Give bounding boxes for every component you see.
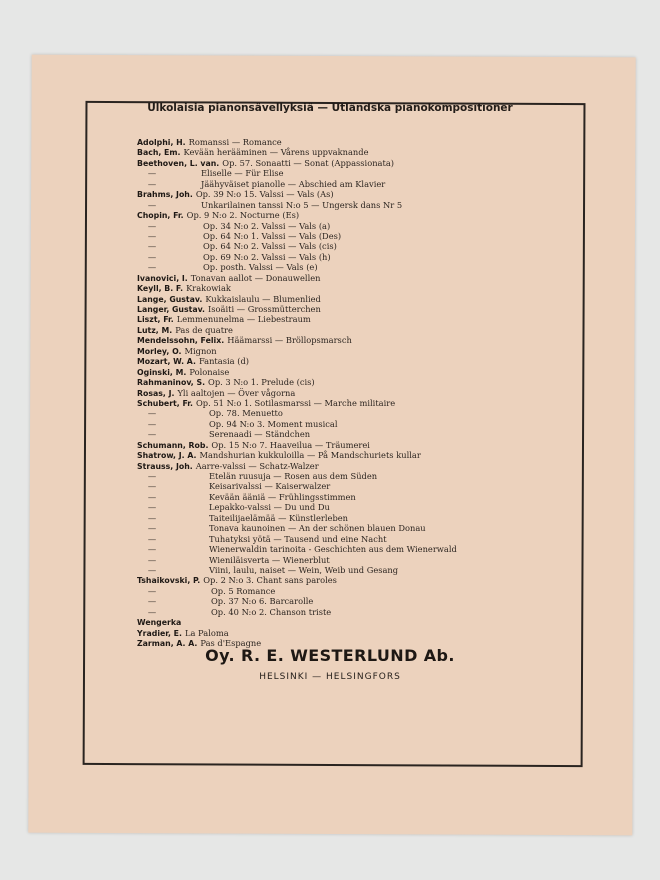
work-title: Kevään herääminen — Vårens uppvaknande: [183, 147, 369, 158]
list-item: [137, 231, 557, 241]
composer-name: Liszt, Fr.: [137, 315, 174, 325]
ditto-dash: —: [147, 230, 157, 241]
list-item: [137, 628, 557, 638]
composer-name: Langer, Gustav.: [137, 305, 206, 314]
ditto-dash: —: [147, 491, 157, 502]
list-item: [137, 356, 557, 366]
work-title: Lepakko-valssi — Du und Du: [209, 502, 330, 513]
work-title: Etelän ruusuja — Rosen aus dem Süden: [209, 471, 378, 481]
ditto-dash: —: [147, 585, 157, 596]
publisher-name: Oy. R. E. WESTERLUND Ab.: [205, 646, 455, 665]
ditto-dash: —: [147, 199, 157, 210]
list-item: [137, 419, 557, 429]
ditto-dash: —: [147, 168, 157, 179]
list-item: [137, 335, 557, 345]
list-item: [137, 388, 557, 398]
composer-name: Wengerka: [137, 618, 182, 628]
composer-name: Oginski, M.: [137, 367, 187, 377]
list-item: [137, 304, 557, 314]
list-item: [137, 461, 557, 471]
heading: Ulkolaisia pianonsävellyksiä — Utländska pianokompositioner: [147, 102, 513, 114]
list-item: [137, 252, 557, 262]
composer-name: Lutz, M.: [137, 325, 173, 335]
work-title: Serenaadi — Ständchen: [209, 429, 311, 440]
composer-name: Strauss, Joh.: [137, 461, 193, 471]
composer-name: Adolphi, H.: [137, 138, 186, 147]
ditto-dash: —: [147, 606, 157, 617]
composer-name: Tshaikovski, P.: [137, 576, 201, 586]
work-title: Op. 34 N:o 2. Valssi — Vals (a): [203, 220, 331, 231]
composer-name: Rosas, J.: [137, 388, 175, 398]
list-item: [137, 325, 557, 335]
work-title: Isoäiti — Grossmütterchen: [208, 304, 321, 314]
list-item: [137, 408, 557, 418]
composer-name: Chopin, Fr.: [137, 211, 184, 221]
composition-list: [137, 137, 557, 648]
list-item: [137, 429, 557, 439]
work-title: Polonaise: [189, 366, 230, 377]
composer-name: Keyll, B. F.: [137, 284, 184, 294]
list-item: [137, 471, 557, 481]
ditto-dash: —: [147, 220, 157, 231]
list-item: [137, 314, 557, 324]
composer-name: Zarman, A. A.: [137, 639, 198, 648]
list-item: [137, 492, 557, 502]
work-title: Mignon: [184, 345, 217, 356]
ditto-dash: —: [147, 418, 157, 429]
composer-name: Mozart, W. A.: [137, 357, 196, 367]
work-title: Op. 57. Sonaatti — Sonat (Appassionata): [222, 157, 395, 168]
work-title: Op. 3 N:o 1. Prelude (cis): [208, 377, 315, 388]
list-item: [137, 158, 557, 168]
list-item: [137, 513, 557, 523]
list-item: [137, 555, 557, 565]
work-title: Kevään ääniä — Frühlingsstimmen: [209, 491, 356, 502]
composer-name: Morley, O.: [137, 346, 182, 356]
work-title: Mandshurian kukkuloilla — På Mandschuriets kullar: [199, 450, 421, 461]
work-title: Aarre-valssi — Schatz-Walzer: [195, 460, 319, 471]
work-title: Tuhatyksi yötä — Tausend und eine Nacht: [209, 533, 387, 544]
list-item: [137, 200, 557, 210]
work-title: Pas d'Espagne: [200, 638, 262, 648]
list-item: [137, 137, 557, 147]
composer-name: Ivanovici, I.: [137, 273, 188, 283]
composer-name: Schubert, Fr.: [137, 398, 193, 408]
work-title: Taiteilijaelämää — Künstlerleben: [209, 512, 349, 523]
list-item: [137, 147, 557, 157]
ditto-dash: —: [147, 554, 157, 565]
publisher-city: HELSINKI — HELSINGFORS: [259, 672, 401, 682]
composer-name: Bach, Em.: [137, 148, 181, 158]
list-item: [137, 398, 557, 408]
composer-name: Beethoven, L. van.: [137, 158, 220, 168]
list-item: [137, 241, 557, 251]
work-title: Op. posth. Valssi — Vals (e): [203, 262, 318, 273]
work-title: Op. 78. Menuetto: [209, 408, 283, 419]
list-item: [137, 179, 557, 189]
work-title: Pas de quatre: [175, 324, 233, 335]
ditto-dash: —: [147, 523, 157, 534]
list-item: [137, 283, 557, 293]
list-item: [137, 346, 557, 356]
work-title: Romanssi — Romance: [188, 137, 282, 147]
work-title: Wienerwaldin tarinoita - Geschichten aus dem Wienerwald: [209, 544, 457, 555]
ditto-dash: —: [147, 544, 157, 555]
list-item: [137, 440, 557, 450]
work-title: Eliselle — Für Elise: [201, 168, 284, 179]
ditto-dash: —: [147, 262, 157, 273]
work-title: Op. 15 N:o 7. Haaveilua — Träumerei: [211, 439, 370, 450]
list-item: [137, 221, 557, 231]
ditto-dash: —: [147, 408, 157, 419]
work-title: Viini, laulu, naiset — Wein, Weib und Gesang: [209, 564, 399, 575]
list-item: [137, 575, 557, 585]
work-title: Op. 40 N:o 2. Chanson triste: [211, 606, 332, 617]
work-title: Krakowiak: [186, 283, 231, 294]
list-item: [137, 450, 557, 460]
work-title: Op. 39 N:o 15. Valssi — Vals (As): [195, 189, 334, 200]
work-title: Keisarivalssi — Kaiserwalzer: [209, 481, 331, 492]
work-title: Yli aaltojen — Över vågorna: [177, 387, 296, 398]
list-item: [137, 377, 557, 387]
list-item: [137, 607, 557, 617]
ditto-dash: —: [147, 564, 157, 575]
work-title: Wieniläisverta — Wienerblut: [209, 554, 330, 565]
ditto-dash: —: [147, 471, 157, 481]
composer-name: Mendelssohn, Felix.: [137, 336, 225, 346]
ditto-dash: —: [147, 512, 157, 523]
ditto-dash: —: [147, 533, 157, 544]
work-title: Op. 69 N:o 2. Valssi — Vals (h): [203, 251, 331, 262]
work-title: Lemmenunelma — Liebestraum: [176, 314, 311, 325]
list-item: [137, 596, 557, 606]
list-item: [137, 210, 557, 220]
work-title: Tonavan aallot — Donauwellen: [190, 272, 321, 283]
list-item: [137, 502, 557, 512]
composer-name: Yradier, E.: [137, 628, 182, 638]
work-title: Op. 64 N:o 1. Valssi — Vals (Des): [203, 230, 342, 241]
work-title: Op. 94 N:o 3. Moment musical: [209, 418, 338, 429]
list-item: [137, 544, 557, 554]
list-item: [137, 367, 557, 377]
composer-name: Shatrow, J. A.: [137, 451, 197, 461]
list-item: [137, 273, 557, 283]
list-item: [137, 294, 557, 304]
work-title: Unkarilainen tanssi N:o 5 — Ungersk dans Nr 5: [201, 199, 403, 210]
work-title: Fantasia (d): [198, 356, 249, 367]
work-title: Op. 51 N:o 1. Sotilasmarssi — Marche militaire: [195, 397, 396, 408]
composer-name: Rahmaninov, S.: [137, 378, 206, 388]
ditto-dash: —: [147, 241, 157, 252]
list-item: [137, 565, 557, 575]
list-item: [137, 168, 557, 178]
composer-name: Brahms, Joh.: [137, 190, 193, 200]
ditto-dash: —: [147, 429, 157, 440]
ditto-dash: —: [147, 178, 157, 189]
list-item: [137, 189, 557, 199]
work-title: Tonava kaunoinen — An der schönen blauen Donau: [209, 523, 426, 534]
work-title: Op. 37 N:o 6. Barcarolle: [211, 596, 314, 607]
composer-name: Lange, Gustav.: [137, 294, 203, 304]
work-title: Op. 9 N:o 2. Nocturne (Es): [186, 210, 300, 221]
list-item: [137, 481, 557, 491]
list-item: [137, 534, 557, 544]
work-title: Häämarssi — Bröllopsmarsch: [227, 335, 352, 346]
work-title: Op. 64 N:o 2. Valssi — Vals (cis): [203, 241, 337, 252]
work-title: Op. 5 Romance: [211, 585, 276, 596]
work-title: La Paloma: [184, 627, 229, 638]
work-title: Jäähyväiset pianolle — Abschied am Klavier: [201, 178, 386, 189]
work-title: Op. 2 N:o 3. Chant sans paroles: [203, 575, 337, 586]
list-item: [137, 617, 557, 627]
list-item: [137, 586, 557, 596]
list-item: [137, 262, 557, 272]
ditto-dash: —: [147, 251, 157, 262]
composer-name: Schumann, Rob.: [137, 440, 209, 450]
work-title: Kukkaislaulu — Blumenlied: [205, 293, 321, 304]
ditto-dash: —: [147, 502, 157, 513]
list-item: [137, 523, 557, 533]
ditto-dash: —: [147, 481, 157, 492]
ditto-dash: —: [147, 596, 157, 607]
